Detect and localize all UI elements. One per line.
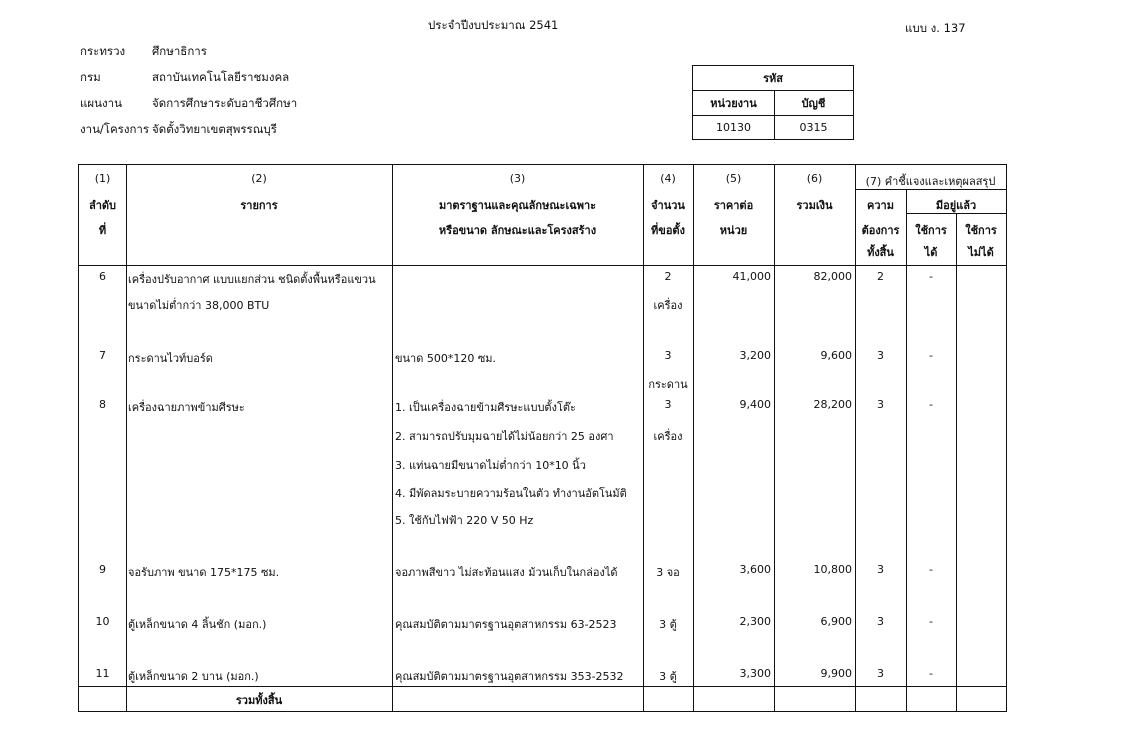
department-value: สถาบันเทคโนโลยีราชมงคล xyxy=(152,70,290,84)
row-need: 3 xyxy=(877,563,884,576)
row-unit-price: 3,600 xyxy=(739,563,771,576)
row-quantity-unit: เครื่อง xyxy=(653,299,683,312)
row-usable: - xyxy=(929,563,933,576)
row-total: 9,600 xyxy=(820,349,852,362)
row-quantity: 2 xyxy=(664,270,672,283)
row-usable: - xyxy=(929,270,933,283)
row-item: ตู้เหล็กขนาด 2 บาน (มอก.) xyxy=(128,670,259,683)
row-spec-line-2: 2. สามารถปรับมุมฉายได้ไม่น้อยกว่า 25 องศา xyxy=(395,430,614,443)
row-need: 2 xyxy=(877,270,884,283)
col-existing-label: มีอยู่แล้ว xyxy=(935,199,977,212)
row-quantity: 3 ตู้ xyxy=(659,670,677,683)
col-usable-label: ใช้การ xyxy=(915,224,947,237)
row-quantity: 3 xyxy=(664,398,672,411)
project-label: งาน/โครงการ xyxy=(80,122,150,136)
row-item-line-2: ขนาดไม่ต่ำกว่า 38,000 BTU xyxy=(128,299,270,312)
code-box xyxy=(692,65,854,140)
row-unit-price: 41,000 xyxy=(732,270,771,283)
col-qty-label: จำนวน xyxy=(651,199,685,212)
col-qty-label-2: ที่ขอตั้ง xyxy=(651,224,685,237)
unit-label: หน่วยงาน xyxy=(710,96,757,110)
code-box-title: รหัส xyxy=(763,72,783,85)
row-spec-line-3: 3. แท่นฉายมีขนาดไม่ต่ำกว่า 10*10 นิ้ว xyxy=(395,459,586,472)
row-spec: คุณสมบัติตามมาตรฐานอุตสาหกรรม 353-2532 xyxy=(395,670,624,683)
col-spec-label-2: หรือขนาด ลักษณะและโครงสร้าง xyxy=(438,224,597,237)
row-item: กระดานไวท์บอร์ด xyxy=(128,352,213,365)
row-quantity-unit: เครื่อง xyxy=(653,430,683,443)
plan-value: จัดการศึกษาระดับอาชีวศึกษา xyxy=(152,96,298,110)
row-total: 28,200 xyxy=(813,398,852,411)
col-spec-label: มาตราฐานและคุณลักษณะเฉพาะ xyxy=(438,199,597,212)
col-number-1: (1) xyxy=(94,172,111,185)
row-spec: 1. เป็นเครื่องฉายข้ามศีรษะแบบตั้งโต๊ะ xyxy=(395,401,576,414)
col-number-2: (2) xyxy=(251,172,267,185)
col-item-label: รายการ xyxy=(240,199,278,212)
row-number: 9 xyxy=(99,563,106,576)
row-item: เครื่องปรับอากาศ แบบแยกส่วน ชนิดตั้งพื้นหรือแขวน xyxy=(128,273,376,286)
col-unit-price-label-2: หน่วย xyxy=(719,224,748,237)
col-number-7: (7) คำชี้แจงและเหตุผลสรุป xyxy=(865,175,996,188)
ministry-label: กระทรวง xyxy=(80,44,126,58)
row-number: 8 xyxy=(99,398,106,411)
col-number-4: (4) xyxy=(660,172,676,185)
row-number: 11 xyxy=(95,667,110,680)
row-unit-price: 9,400 xyxy=(739,398,771,411)
col-unusable-label-2: ไม่ได้ xyxy=(968,246,994,259)
plan-label: แผนงาน xyxy=(80,96,122,110)
col-number-5: (5) xyxy=(725,172,742,185)
row-spec: จอภาพสีขาว ไม่สะท้อนแสง ม้วนเก็บในกล่องได้ xyxy=(395,566,618,579)
row-number: 10 xyxy=(95,615,110,628)
form-number: แบบ ง. 137 xyxy=(905,21,966,35)
row-item: ตู้เหล็กขนาด 4 ลิ้นชัก (มอก.) xyxy=(128,618,267,631)
account-code: 0315 xyxy=(799,121,828,134)
row-item: จอรับภาพ ขนาด 175*175 ซม. xyxy=(128,566,280,579)
account-label: บัญชี xyxy=(801,96,826,110)
row-total: 9,900 xyxy=(820,667,852,680)
row-total: 10,800 xyxy=(813,563,852,576)
row-need: 3 xyxy=(877,349,884,362)
row-spec-line-4: 4. มีพัดลมระบายความร้อนในตัว ทำงานอัตโนมัติ xyxy=(395,487,627,500)
row-usable: - xyxy=(929,615,933,628)
col-need-label-3: ทั้งสิ้น xyxy=(867,246,894,259)
department-label: กรม xyxy=(80,70,101,84)
col-number-3: (3) xyxy=(509,172,526,185)
row-quantity: 3 จอ xyxy=(656,566,680,579)
row-usable: - xyxy=(929,398,933,411)
col-need-label: ความ xyxy=(867,199,894,212)
col-order-label: ลำดับ xyxy=(88,199,117,212)
row-spec-line-5: 5. ใช้กับไฟฟ้า 220 V 50 Hz xyxy=(395,514,534,527)
project-value: จัดตั้งวิทยาเขตสุพรรณบุรี xyxy=(152,122,277,136)
row-spec: คุณสมบัติตามมาตรฐานอุตสาหกรรม 63-2523 xyxy=(395,618,617,631)
row-usable: - xyxy=(929,349,933,362)
col-unit-price-label: ราคาต่อ xyxy=(713,199,754,212)
col-total-label: รวมเงิน xyxy=(796,199,833,212)
budget-year: ประจำปีงบประมาณ 2541 xyxy=(428,18,559,32)
row-quantity: 3 ตู้ xyxy=(659,618,677,631)
row-quantity: 3 xyxy=(664,349,672,362)
grand-total-label: รวมทั้งสิ้น xyxy=(235,694,283,707)
row-total: 82,000 xyxy=(813,270,852,283)
row-unit-price: 2,300 xyxy=(739,615,771,628)
col-usable-label-2: ได้ xyxy=(924,246,938,259)
row-usable: - xyxy=(929,667,933,680)
row-quantity-unit: กระดาน xyxy=(648,378,688,391)
col-order-label-2: ที่ xyxy=(98,224,107,237)
ministry-value: ศึกษาธิการ xyxy=(152,44,207,58)
row-unit-price: 3,300 xyxy=(739,667,771,680)
row-unit-price: 3,200 xyxy=(739,349,771,362)
row-need: 3 xyxy=(877,398,884,411)
row-number: 6 xyxy=(99,270,106,283)
col-number-6: (6) xyxy=(806,172,823,185)
row-need: 3 xyxy=(877,615,884,628)
row-spec: ขนาด 500*120 ซม. xyxy=(395,352,497,365)
row-number: 7 xyxy=(99,349,106,362)
row-need: 3 xyxy=(877,667,884,680)
unit-code: 10130 xyxy=(716,121,751,134)
col-unusable-label: ใช้การ xyxy=(965,224,997,237)
col-need-label-2: ต้องการ xyxy=(861,224,900,237)
budget-table xyxy=(78,164,1007,712)
row-item: เครื่องฉายภาพข้ามศีรษะ xyxy=(128,401,245,414)
row-total: 6,900 xyxy=(820,615,852,628)
